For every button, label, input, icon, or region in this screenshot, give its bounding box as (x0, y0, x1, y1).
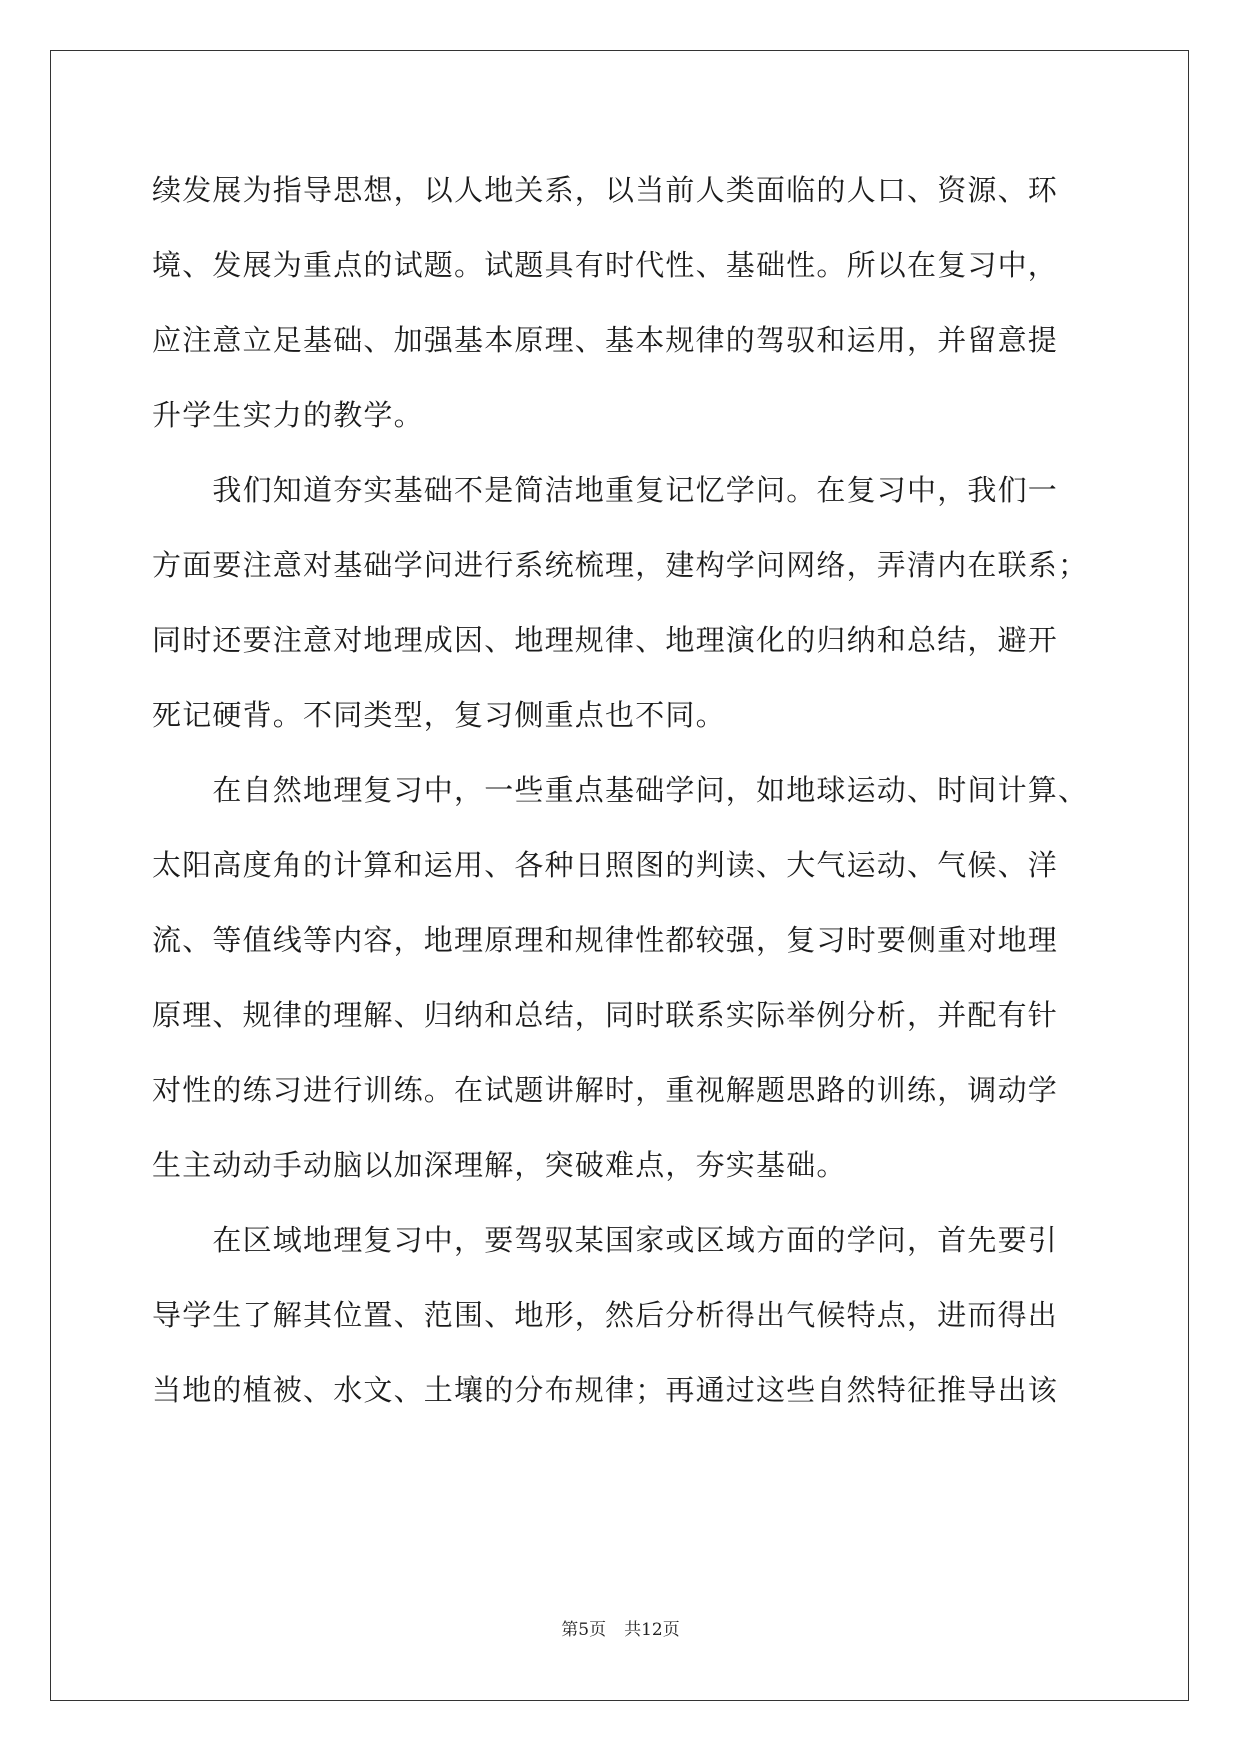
text-line: 在自然地理复习中，一些重点基础学问，如地球运动、时间计算、 (152, 773, 1089, 807)
text-line: 死记硬背。不同类型，复习侧重点也不同。 (152, 698, 726, 732)
text-line: 应注意立足基础、加强基本原理、基本规律的驾驭和运用，并留意提 (152, 323, 1059, 357)
text-line: 流、等值线等内容，地理原理和规律性都较强，复习时要侧重对地理 (152, 923, 1059, 957)
text-line: 同时还要注意对地理成因、地理规律、地理演化的归纳和总结，避开 (152, 623, 1059, 657)
text-line: 在区域地理复习中，要驾驭某国家或区域方面的学问，首先要引 (152, 1223, 1059, 1257)
text-line: 生主动动手动脑以加深理解，突破难点，夯实基础。 (152, 1148, 847, 1182)
text-line: 我们知道夯实基础不是简洁地重复记忆学问。在复习中，我们一 (152, 473, 1059, 507)
text-line: 对性的练习进行训练。在试题讲解时，重视解题思路的训练，调动学 (152, 1073, 1059, 1107)
text-line: 太阳高度角的计算和运用、各种日照图的判读、大气运动、气候、洋 (152, 848, 1059, 882)
text-line: 方面要注意对基础学问进行系统梳理，建构学问网络，弄清内在联系； (152, 548, 1089, 582)
text-line: 升学生实力的教学。 (152, 398, 424, 432)
text-line: 境、发展为重点的试题。试题具有时代性、基础性。所以在复习中， (152, 248, 1059, 282)
text-line: 导学生了解其位置、范围、地形，然后分析得出气候特点，进而得出 (152, 1298, 1059, 1332)
page-number: 第5页 (561, 1620, 607, 1640)
page-footer (0, 1618, 1241, 1642)
text-line: 当地的植被、水文、土壤的分布规律；再通过这些自然特征推导出该 (152, 1373, 1059, 1407)
text-line: 续发展为指导思想，以人地关系，以当前人类面临的人口、资源、环 (152, 173, 1059, 207)
text-line: 原理、规律的理解、归纳和总结，同时联系实际举例分析，并配有针 (152, 998, 1059, 1032)
page-total: 共12页 (624, 1620, 680, 1640)
